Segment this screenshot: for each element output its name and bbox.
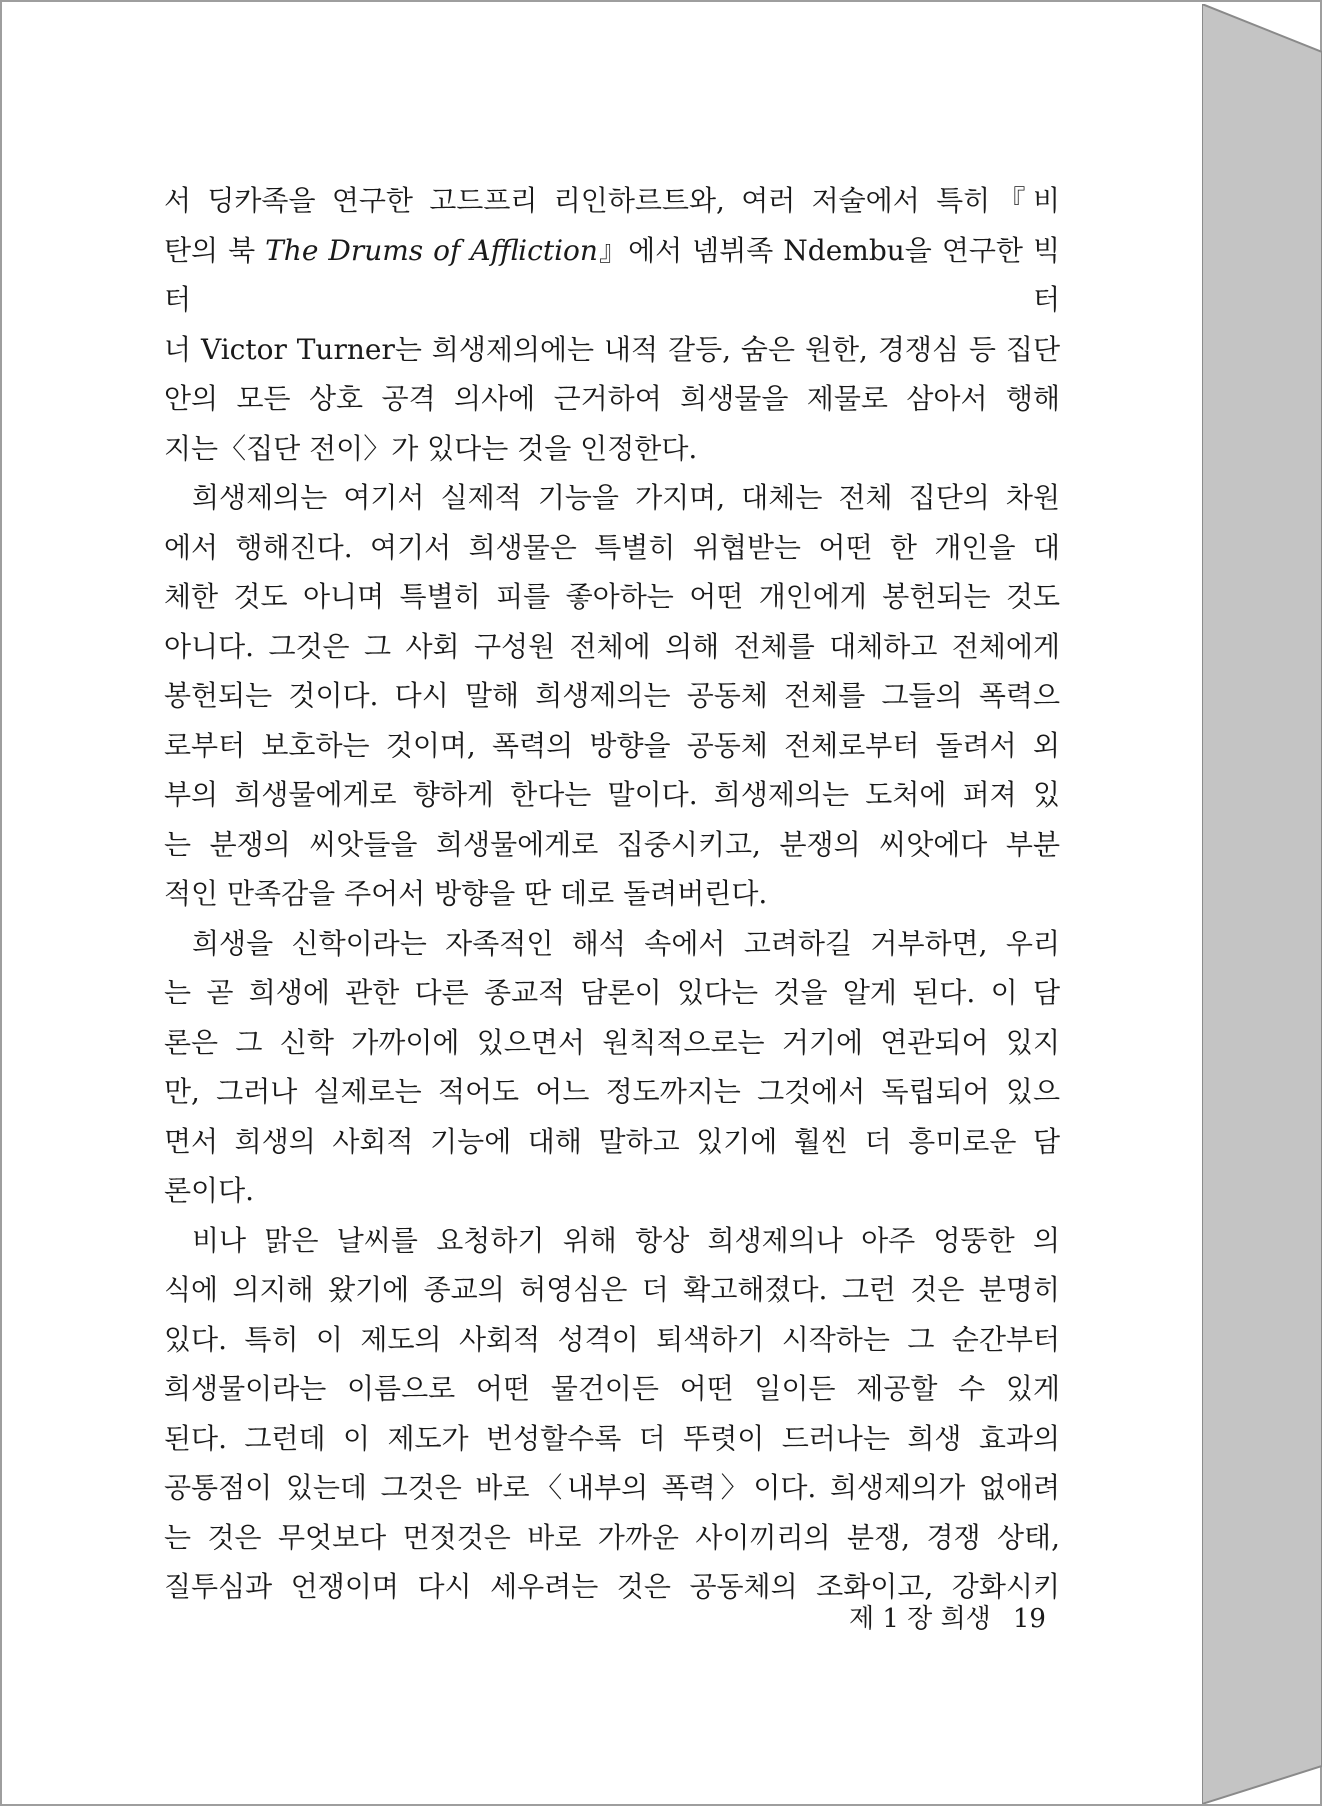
text-line: 만, 그러나 실제로는 적어도 어느 정도까지는 그것에서 독립되어 있으	[164, 1075, 1060, 1108]
text-line: 아니다. 그것은 그 사회 구성원 전체에 의해 전체를 대체하고 전체에게	[164, 629, 1060, 663]
text-line: 희생물이라는 이름으로 어떤 물건이든 어떤 일이든 제공할 수 있게	[164, 1372, 1060, 1405]
paragraph-2	[164, 473, 1060, 919]
text-line: 희생제의는 여기서 실제적 기능을 가지며, 대체는 전체 집단의 차원	[192, 481, 1060, 514]
text-line: 탄의 북 The Drums of Affliction』에서 넴뷔족 Ndembu을 연구한 빅터 터	[164, 233, 1061, 316]
text-line: 에서 행해진다. 여기서 희생물은 특별히 위협받는 어떤 한 개인을 대	[164, 530, 1060, 564]
paragraph-3	[164, 919, 1060, 1216]
text-line: 부의 희생물에게로 향하게 한다는 말이다. 희생제의는 도처에 퍼져 있	[164, 778, 1060, 811]
text-line: 봉헌되는 것이다. 다시 말해 희생제의는 공동체 전체를 그들의 폭력으	[164, 679, 1060, 712]
text-line: 된다. 그런데 이 제도가 번성할수록 더 뚜렷이 드러나는 희생 효과의	[164, 1421, 1060, 1455]
page-footer	[849, 1598, 1046, 1635]
text-line: 는 분쟁의 씨앗들을 희생물에게로 집중시키고, 분쟁의 씨앗에다 부분	[164, 827, 1060, 861]
paragraph-4	[164, 1216, 1060, 1612]
book-page	[4, 4, 1202, 1804]
body-text	[164, 176, 1060, 1612]
text-line: 비나 맑은 날씨를 요청하기 위해 항상 희생제의나 아주 엉뚱한 의	[192, 1223, 1060, 1257]
running-head: 제 1 장 희생	[849, 1604, 991, 1634]
text-line: 는 것은 무엇보다 먼젓것은 바로 가까운 사이끼리의 분쟁, 경쟁 상태,	[164, 1520, 1060, 1554]
text-line: 체한 것도 아니며 특별히 피를 좋아하는 어떤 개인에게 봉헌되는 것도	[164, 580, 1060, 613]
book-title: The Drums of Affliction	[265, 233, 598, 267]
text-line: 있다. 특히 이 제도의 사회적 성격이 퇴색하기 시작하는 그 순간부터	[164, 1322, 1060, 1356]
text-line: 너 Victor Turner는 희생제의에는 내적 갈등, 숨은 원한, 경쟁심 등 집단	[164, 332, 1060, 366]
text-line: 희생을 신학이라는 자족적인 해석 속에서 고려하길 거부하면, 우리	[192, 926, 1060, 960]
text-line: 면서 희생의 사회적 기능에 대해 말하고 있기에 훨씬 더 흥미로운 담	[164, 1124, 1060, 1158]
text-line: 지는〈집단 전이〉가 있다는 것을 인정한다.	[164, 431, 698, 465]
text-line: 로부터 보호하는 것이며, 폭력의 방향을 공동체 전체로부터 돌려서 외	[164, 728, 1060, 762]
page-edge-3d	[1202, 4, 1322, 1804]
text-line: 질투심과 언쟁이며 다시 세우려는 것은 공동체의 조화이고, 강화시키	[164, 1570, 1060, 1603]
text-line: 론이다.	[164, 1174, 255, 1207]
text-line: 서 딩카족을 연구한 고드프리 리인하르트와, 여러 저술에서 특히『비	[164, 184, 1060, 217]
paragraph-1	[164, 176, 1060, 473]
page-edge-shape	[1202, 4, 1322, 1804]
text-line: 식에 의지해 왔기에 종교의 허영심은 더 확고해졌다. 그런 것은 분명히	[164, 1273, 1060, 1306]
text-line: 공통점이 있는데 그것은 바로〈내부의 폭력〉이다. 희생제의가 없애려	[164, 1471, 1060, 1504]
text-line: 는 곧 희생에 관한 다른 종교적 담론이 있다는 것을 알게 된다. 이 담	[164, 976, 1060, 1009]
text-line: 론은 그 신학 가까이에 있으면서 원칙적으로는 거기에 연관되어 있지	[164, 1025, 1060, 1059]
page-number: 19	[1012, 1604, 1046, 1634]
text-line: 안의 모든 상호 공격 의사에 근거하여 희생물을 제물로 삼아서 행해	[164, 382, 1060, 415]
text-line: 적인 만족감을 주어서 방향을 딴 데로 돌려버린다.	[164, 877, 768, 910]
